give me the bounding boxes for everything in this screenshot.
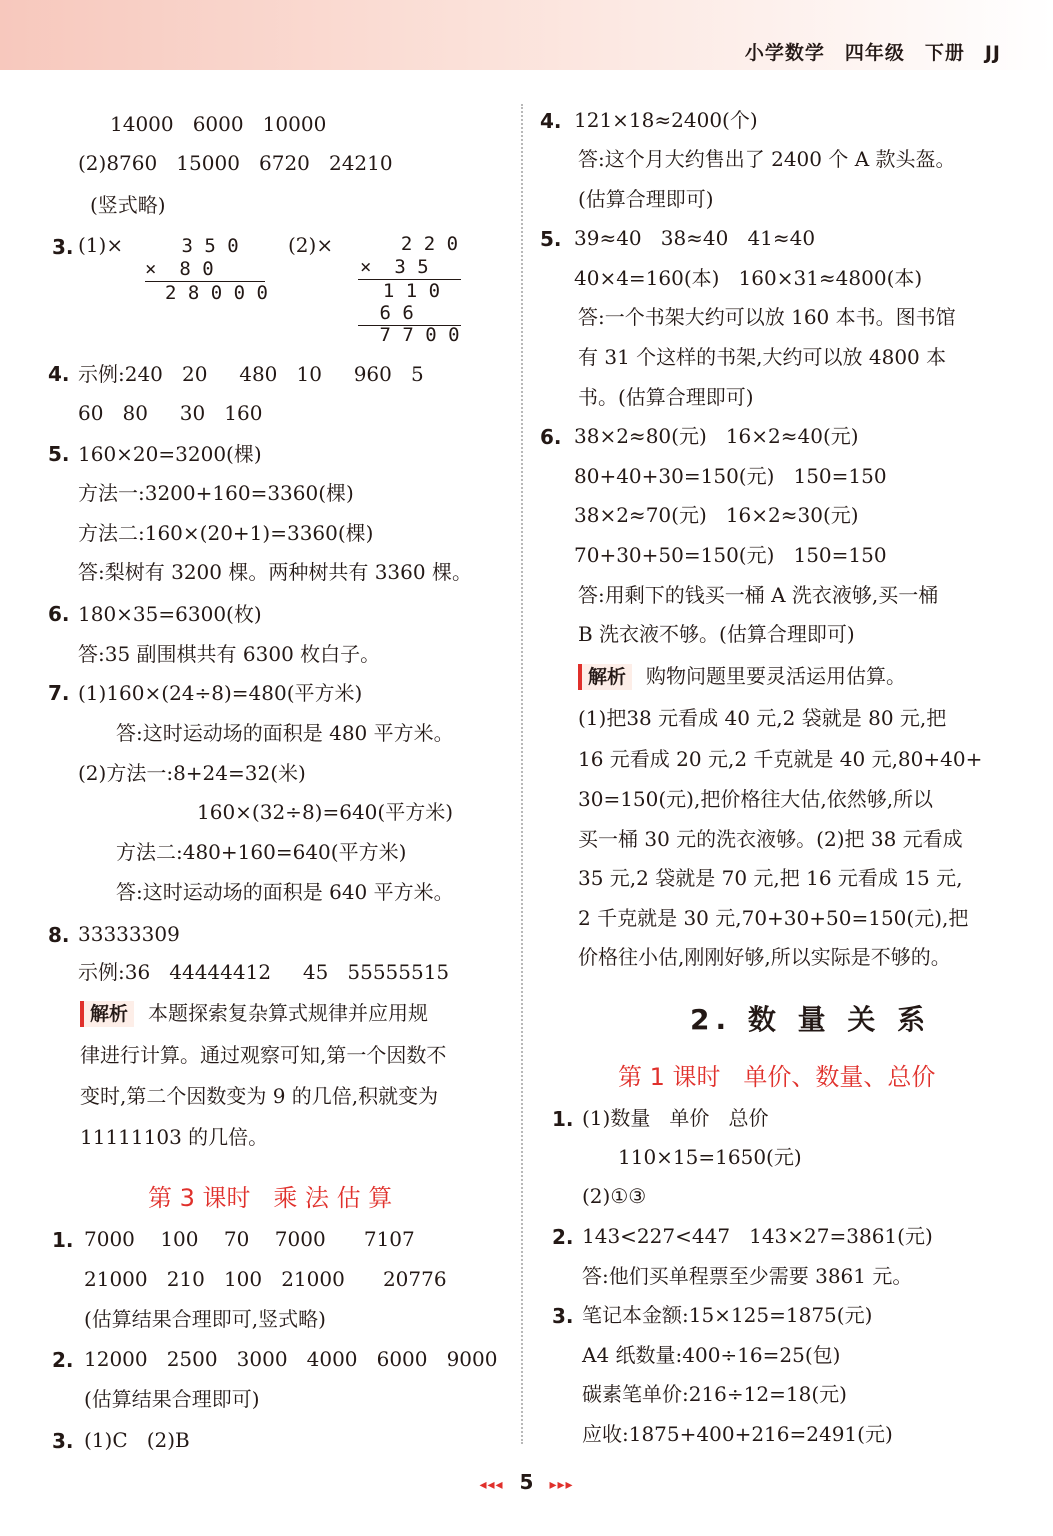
text-line: 38×2≈70(元) 16×2≈30(元) [574, 503, 859, 527]
text-line: (2)方法一:8+24=32(米) [78, 761, 306, 785]
analysis-line: (1)把38 元看成 40 元,2 袋就是 80 元,把 [578, 706, 947, 730]
analysis-line: 35 元,2 袋就是 70 元,把 16 元看成 15 元, [578, 866, 963, 890]
text-line: 160×(32÷8)=640(平方米) [197, 800, 454, 824]
analysis-line: 买一桶 30 元的洗衣液够。(2)把 38 元看成 [578, 827, 963, 851]
text-line: A4 纸数量:400÷16=25(包) [582, 1343, 841, 1367]
text-line: 有 31 个这样的书架,大约可以放 4800 本 [578, 345, 947, 369]
analysis-line [80, 1000, 428, 1027]
text-line: 答:他们买单程票至少需要 3861 元。 [582, 1264, 913, 1288]
text-line: 12000 2500 3000 4000 6000 9000 [84, 1347, 498, 1371]
vertical-calc-row: × 3 5 [360, 256, 429, 278]
text-line: 7000 100 70 7000 7107 [84, 1227, 415, 1251]
analysis-line: 16 元看成 20 元,2 千克就是 40 元,80+40+ [578, 747, 983, 771]
vertical-calc-row: 1 1 0 [360, 280, 441, 302]
question-number: 1. [52, 1228, 74, 1252]
question-number: 2. [52, 1348, 74, 1372]
text-line: 答:这个月大约售出了 2400 个 A 款头盔。 [578, 147, 956, 171]
vertical-calc-row: 2 8 0 0 0 [165, 282, 268, 304]
question-number: 2. [552, 1225, 574, 1249]
text-line: 33333309 [78, 922, 180, 946]
text-line: 碳素笔单价:216÷12=18(元) [582, 1382, 847, 1406]
page-header [725, 38, 1001, 65]
analysis-text: 购物问题里要灵活运用估算。 [646, 664, 907, 688]
analysis-text: 本题探索复杂算式规律并应用规 [148, 1001, 429, 1025]
text-line: (1)× [78, 233, 124, 257]
text-line: 121×18≈2400(个) [574, 108, 758, 132]
analysis-line: 2 千克就是 30 元,70+30+50=150(元),把 [578, 906, 969, 930]
text-line: 答:35 副围棋共有 6300 枚白子。 [78, 642, 381, 666]
text-line: 40×4=160(本) 160×31≈4800(本) [574, 266, 923, 290]
text-line: 示例:36 44444412 45 55555515 [78, 960, 450, 984]
question-number: 3. [52, 235, 74, 259]
question-number: 5. [540, 227, 562, 251]
text-line: 180×35=6300(枚) [78, 602, 262, 626]
question-number: 4. [540, 109, 562, 133]
text-line: 39≈40 38≈40 41≈40 [574, 226, 816, 250]
text-line: 70+30+50=150(元) 150=150 [574, 543, 887, 567]
question-number: 6. [540, 425, 562, 449]
text-line: (2)8760 15000 6720 24210 [78, 151, 393, 175]
analysis-line: 30=150(元),把价格往大估,依然够,所以 [578, 787, 934, 811]
header-edition: JJ [984, 42, 1001, 64]
text-line: 方法一:3200+160=3360(棵) [78, 481, 354, 505]
header-grade: 四年级 [844, 42, 905, 64]
text-line: (1)160×(24÷8)=480(平方米) [78, 681, 363, 705]
question-number: 6. [48, 602, 70, 626]
text-line: (1)数量 单价 总价 [582, 1106, 769, 1130]
section-title: 2. 数 量 关 系 [690, 1003, 932, 1036]
text-line: 答:一个书架大约可以放 160 本书。图书馆 [578, 305, 956, 329]
text-line: 答:用剩下的钱买一桶 A 洗衣液够,买一桶 [578, 583, 939, 607]
vertical-calc-row: 2 2 0 [378, 233, 459, 255]
analysis-line: 11111103 的几倍。 [80, 1125, 269, 1149]
text-line: (估算合理即可) [578, 187, 714, 211]
vertical-calc-row: 7 7 0 0 [368, 324, 460, 346]
lesson-title: 第 1 课时 单价、数量、总价 [618, 1063, 936, 1091]
text-line: 示例:240 20 480 10 960 5 [78, 362, 424, 386]
analysis-line: 律进行计算。通过观察可知,第一个因数不 [80, 1043, 447, 1067]
text-line: (竖式略) [90, 193, 166, 217]
text-line: (估算结果合理即可) [84, 1387, 260, 1411]
vertical-calc-row: 3 5 0 [170, 235, 239, 257]
text-line: 答:梨树有 3200 棵。两种树共有 3360 棵。 [78, 560, 472, 584]
question-number: 3. [52, 1429, 74, 1453]
text-line: B 洗衣液不够。(估算合理即可) [578, 622, 855, 646]
question-number: 1. [552, 1107, 574, 1131]
analysis-line [578, 663, 906, 690]
analysis-line: 变时,第二个因数变为 9 的几倍,积就变为 [80, 1084, 439, 1108]
text-line: (2)× [288, 233, 334, 257]
question-number: 8. [48, 923, 70, 947]
text-line: 应收:1875+400+216=2491(元) [582, 1422, 893, 1446]
text-line: 方法二:480+160=640(平方米) [116, 840, 407, 864]
text-line: 方法二:160×(20+1)=3360(棵) [78, 521, 374, 545]
text-line: 书。(估算合理即可) [578, 385, 754, 409]
analysis-line: 价格往小估,刚刚好够,所以实际是不够的。 [578, 945, 951, 969]
analysis-tag: 解析 [578, 664, 632, 690]
question-number: 4. [48, 362, 70, 386]
text-line: 答:这时运动场的面积是 480 平方米。 [116, 721, 454, 745]
text-line: 60 80 30 160 [78, 401, 263, 425]
text-line: 80+40+30=150(元) 150=150 [574, 464, 887, 488]
text-line: 14000 6000 10000 [110, 112, 327, 136]
text-line: (估算结果合理即可,竖式略) [84, 1307, 326, 1331]
header-subject: 小学数学 [744, 42, 825, 64]
lesson-title: 第 3 课时 乘 法 估 算 [148, 1184, 393, 1212]
question-number: 7. [48, 681, 70, 705]
header-volume: 下册 [924, 42, 965, 64]
text-line: 143<227<447 143×27=3861(元) [582, 1224, 933, 1248]
text-line: 160×20=3200(棵) [78, 442, 262, 466]
page-number: 5 [519, 1470, 534, 1494]
text-line: (1)C (2)B [84, 1428, 190, 1452]
question-number: 5. [48, 442, 70, 466]
column-divider [521, 104, 523, 1444]
text-line: 答:这时运动场的面积是 640 平方米。 [116, 880, 454, 904]
vertical-calc-row: 6 6 [368, 302, 414, 324]
text-line: 38×2≈80(元) 16×2≈40(元) [574, 424, 859, 448]
analysis-tag: 解析 [80, 1001, 134, 1027]
prev-arrows-icon: ◂◂◂ [479, 1477, 504, 1493]
question-number: 3. [552, 1304, 574, 1328]
text-line: 110×15=1650(元) [618, 1145, 802, 1169]
next-arrows-icon: ▸▸▸ [549, 1477, 574, 1493]
vertical-calc-row: × 8 0 [145, 258, 214, 280]
text-line: 21000 210 100 21000 20776 [84, 1267, 447, 1291]
page-footer [0, 1470, 1053, 1494]
text-line: 笔记本金额:15×125=1875(元) [582, 1303, 873, 1327]
text-line: (2)①③ [582, 1184, 647, 1208]
